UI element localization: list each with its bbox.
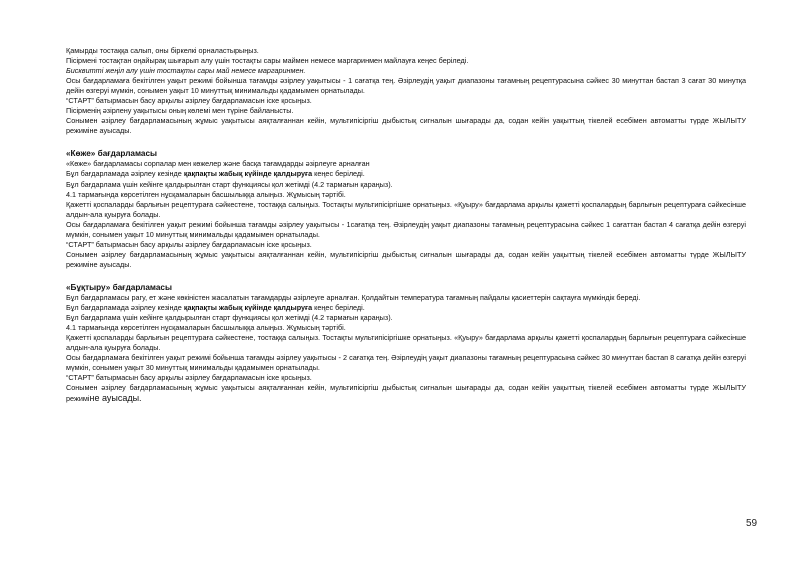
text: кеңес беріледі. <box>312 169 365 179</box>
paragraph: Пісірменің әзірлену уақытысы оның көлемі мен түріне байланысты. <box>66 106 294 116</box>
page-number: 59 <box>746 518 758 529</box>
paragraph <box>66 383 746 404</box>
section-title-buqtyru: «Бұқтыру» бағдарламасы <box>66 282 172 292</box>
text: Сонымен әзірлеу бағдарламасының жұмыс уақытысы аяқталғаннан кейін, мультипісіргіш дыбыстық сигналын шығарады да, содан кейін уақыттың тікелей есебімен автоматты түрде ЖЫЛЫТУ режимі <box>66 383 746 404</box>
section-gap <box>66 136 746 148</box>
page-content <box>66 46 746 404</box>
paragraph: “СТАРТ” батырмасын басу арқылы әзірлеу бағдарламасын іске қосыңыз. <box>66 373 312 383</box>
section-title-kozhe: «Көже» бағдарламасы <box>66 149 158 159</box>
paragraph: Пісірмені тостақтан оңайырақ шығарып алу үшін тостақты сары маймен немесе маргаринмен майлауға кеңес беріледі. <box>66 56 469 66</box>
paragraph: Қамырды тостаққа салып, оны біркелкі орналастырыңыз. <box>66 46 259 55</box>
paragraph: Қажетті қоспаларды барлығын рецептураға сәйкестене, тостаққа салыңыз. Тостақты мультипісіргішке орнатыңыз. «Қуыру» бағдарлама арқылы қажетті қоспалардың барлығын рецептураға сәйкесінше алдын-ала қуыруға болады. <box>66 333 746 353</box>
text-large: не ауысады. <box>89 393 142 404</box>
text: Бұл бағдарламада әзірлеу кезінде <box>66 169 184 179</box>
paragraph: «Көже» бағдарламасы сорпалар мен көжелер және басқа тағамдарды әзірлеуге арналған <box>66 159 370 169</box>
bold-text: қақпақты жабық күйінде қалдыруға <box>183 302 313 312</box>
paragraph <box>66 169 746 179</box>
paragraph: Осы бағдарламаға бекітілген уақыт режимі бойынша тағамды әзірлеу уақытысы - 2 сағатқа тең. Әзірлеудің уақыт диапазоны тағамның рецептурасына сәйкес 30 минуттан бастап 8 сағатқа дейін өзгеруі мүмкін, сонымен уақыт 30 минуттық минимальды қадамымен орнатылады. <box>66 353 746 373</box>
paragraph: “СТАРТ” батырмасын басу арқылы әзірлеу бағдарламасын іске қосыңыз. <box>66 96 312 106</box>
paragraph: Осы бағдарламаға бекітілген уақыт режимі бойынша тағамды әзірлеу уақытысы - 1 сағатқа тең. Әзірлеудің уақыт диапазоны тағамның рецептурасына сәйкес 30 минуттан бастап 3 сағат 30 минутқа дейін өзгеруі мүмкін, сонымен уақыт 10 минуттық минимальды қадамымен орнатылады. <box>66 76 746 96</box>
paragraph: Осы бағдарламаға бекітілген уақыт режимі бойынша тағамды әзірлеу уақытысы - 1сағатқа тең. Әзірлеудің уақыт диапазоны тағамның рецептурасына сәйкес 1 сағаттан бастап 4 сағатқа дейін өзгеруі мүмкін, сонымен уақыт 10 минуттық минимальды қадамымен орнатылады. <box>66 219 746 239</box>
section-gap <box>66 270 746 282</box>
paragraph: 4.1 тармағында көрсетілген нұсқамаларын басшылыққа алыңыз. Жұмысың тәртібі. <box>66 323 346 333</box>
paragraph: Бұл бағдарлама үшін кейінге қалдырылған старт функциясы қол жетімді (4.2 тармағын қараңыз). <box>66 313 393 323</box>
paragraph: Бұл бағдарлама үшін кейінге қалдырылған старт функциясы қол жетімді (4.2 тармағын қараңыз). <box>66 179 393 189</box>
paragraph: Бұл бағдарламасы рагу, ет және көкіністен жасалатын тағамдарды әзірлеуге арналған. Қолдайтын температура тағамның пайдалы қасиеттерін сақтауға мүмкіндік береді. <box>66 292 641 302</box>
paragraph: Сонымен әзірлеу бағдарламасының жұмыс уақытысы аяқталғаннан кейін, мультипісіргіш дыбыстық сигналын шығарады да, содан кейін уақыттың тікелей есебімен автоматты түрде ЖЫЛЫТУ режиміне ауысады. <box>66 116 746 136</box>
paragraph: “СТАРТ” батырмасын басу арқылы әзірлеу бағдарламасын іске қосыңыз. <box>66 239 312 249</box>
paragraph: Қажетті қоспаларды барлығын рецептураға сәйкестене, тостаққа салыңыз. Тостақты мультипісіргішке орнатыңыз. «Қуыру» бағдарлама арқылы қажетті қоспалардың барлығын рецептураға сәйкесінше алдын-ала қуыруға болады. <box>66 199 746 219</box>
italic-note: Бисквитті жеңіл алу үшін тостақты сары май немесе маргаринмен. <box>66 66 306 76</box>
bold-text: қақпақты жабық күйінде қалдыруға <box>183 169 313 179</box>
text: Бұл бағдарламада әзірлеу кезінде <box>66 302 184 312</box>
paragraph: 4.1 тармағында көрсетілген нұсқамаларын басшылыққа алыңыз. Жұмысың тәртібі. <box>66 189 346 199</box>
paragraph: Сонымен әзірлеу бағдарламасының жұмыс уақытысы аяқталғаннан кейін, мультипісіргіш дыбыстық сигналын шығарады да, содан кейін уақыттың тікелей есебімен автоматты түрде ЖЫЛЫТУ режиміне ауысады. <box>66 249 746 269</box>
paragraph <box>66 303 746 313</box>
text: кеңес беріледі. <box>312 302 365 312</box>
